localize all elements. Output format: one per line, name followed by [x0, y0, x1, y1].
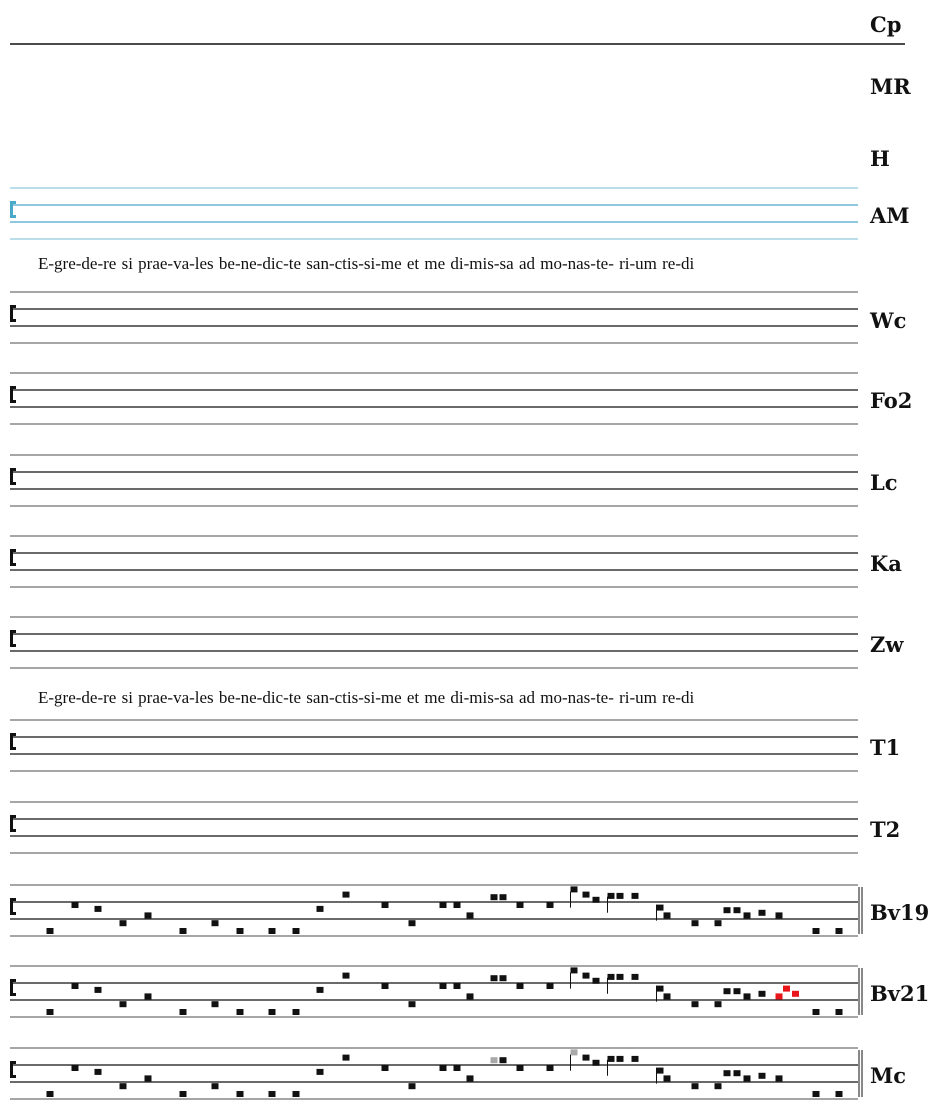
- neume-note: [409, 920, 416, 926]
- staff-t1: [10, 720, 858, 771]
- neume-note: [715, 920, 722, 926]
- neume-note: [454, 983, 461, 989]
- neume-note: [317, 1069, 324, 1075]
- neume-note: [72, 1065, 79, 1071]
- neume-note: [632, 893, 639, 899]
- neume-note: [212, 1001, 219, 1007]
- c-clef-icon: [10, 979, 16, 996]
- neume-note: [664, 1075, 671, 1081]
- neume-note: [382, 902, 389, 908]
- neume-note: [692, 1001, 699, 1007]
- neume-note: [440, 983, 447, 989]
- neume-note: [593, 1060, 600, 1066]
- c-clef-icon: [10, 549, 16, 566]
- neume-note: [744, 912, 751, 918]
- c-clef-icon: [10, 386, 16, 403]
- neume-note: [72, 902, 79, 908]
- neume-note: [547, 902, 554, 908]
- staff-mc: [10, 1048, 862, 1099]
- siglum-bv19: Bv19: [870, 900, 930, 925]
- c-clef-icon: [10, 815, 16, 832]
- neume-note: [317, 987, 324, 993]
- neume-note: [759, 991, 766, 997]
- staff-am: [10, 188, 858, 239]
- siglum-cp: Cp: [870, 12, 902, 37]
- neume-note: [657, 986, 664, 992]
- neume-note: [776, 1075, 783, 1081]
- neume-note: [72, 983, 79, 989]
- neume-note: [715, 1001, 722, 1007]
- neume-note: [517, 902, 524, 908]
- siglum-am: AM: [870, 203, 910, 228]
- neume-note: [724, 907, 731, 913]
- siglum-ka: Ka: [870, 551, 902, 576]
- neume-note: [571, 886, 578, 892]
- staff-lc: [10, 455, 858, 506]
- staff-bv21: [10, 966, 862, 1017]
- neume-note: [571, 1049, 578, 1055]
- staff-ka: [10, 536, 858, 587]
- siglum-t1: T1: [870, 735, 901, 760]
- neume-note: [343, 973, 350, 979]
- neume-note: [145, 912, 152, 918]
- c-clef-icon: [10, 733, 16, 750]
- neume-note: [813, 1091, 820, 1097]
- neume-note: [293, 928, 300, 934]
- staff-wc: [10, 292, 858, 343]
- neume-note: [120, 920, 127, 926]
- neume-note: [500, 975, 507, 981]
- neume-note: [293, 1009, 300, 1015]
- c-clef-icon: [10, 305, 16, 322]
- neume-note: [269, 1009, 276, 1015]
- neume-note: [724, 988, 731, 994]
- siglum-wc: Wc: [870, 308, 907, 333]
- neume-note: [583, 973, 590, 979]
- c-clef-icon: [10, 630, 16, 647]
- c-clef-icon: [10, 1061, 16, 1078]
- neume-note: [617, 974, 624, 980]
- neume-note: [517, 983, 524, 989]
- neume-note: [382, 983, 389, 989]
- neume-note: [776, 993, 783, 999]
- c-clef-icon: [10, 201, 16, 218]
- staff-fo2: [10, 373, 858, 424]
- siglum-mc: Mc: [870, 1063, 907, 1088]
- siglum-lc: Lc: [870, 470, 898, 495]
- neume-note: [343, 892, 350, 898]
- neume-note: [724, 1070, 731, 1076]
- neume-note: [836, 928, 843, 934]
- neume-note: [317, 906, 324, 912]
- neume-note: [47, 1009, 54, 1015]
- siglum-fo2: Fo2: [870, 388, 913, 413]
- neume-note: [440, 1065, 447, 1071]
- neume-note: [813, 928, 820, 934]
- neume-note: [571, 967, 578, 973]
- neume-note: [517, 1065, 524, 1071]
- siglum-t2: T2: [870, 817, 901, 842]
- neume-note: [212, 920, 219, 926]
- c-clef-icon: [10, 898, 16, 915]
- neume-note: [95, 987, 102, 993]
- neume-note: [657, 905, 664, 911]
- neume-note: [454, 902, 461, 908]
- siglum-mr: MR: [870, 74, 911, 99]
- neume-note: [343, 1055, 350, 1061]
- neume-note: [47, 928, 54, 934]
- neume-note: [180, 1091, 187, 1097]
- staff-bv19: [10, 885, 862, 936]
- neume-note: [734, 907, 741, 913]
- neume-note: [759, 910, 766, 916]
- c-clef-icon: [10, 468, 16, 485]
- neume-note: [293, 1091, 300, 1097]
- neume-note: [617, 893, 624, 899]
- neume-note: [593, 978, 600, 984]
- neume-note: [491, 975, 498, 981]
- neume-note: [734, 1070, 741, 1076]
- lyrics-line-2: E-gre-de-re si prae-va-les be-ne-dic-te san-ctis-si-me et me di-mis-sa ad mo-nas-te- ri-um re-di: [38, 688, 695, 707]
- neume-note: [734, 988, 741, 994]
- neume-note: [491, 1057, 498, 1063]
- neume-note: [632, 974, 639, 980]
- neume-note: [467, 993, 474, 999]
- siglum-h: H: [870, 146, 890, 171]
- neume-note: [180, 928, 187, 934]
- siglum-zw: Zw: [870, 632, 904, 657]
- neume-note: [500, 894, 507, 900]
- neume-note: [783, 986, 790, 992]
- neume-note: [47, 1091, 54, 1097]
- neume-note: [583, 1055, 590, 1061]
- neume-note: [237, 928, 244, 934]
- neume-note: [792, 991, 799, 997]
- siglum-bv21: Bv21: [870, 981, 930, 1006]
- neume-note: [608, 1056, 615, 1062]
- neume-note: [491, 894, 498, 900]
- neume-note: [95, 906, 102, 912]
- neume-note: [744, 993, 751, 999]
- neume-note: [836, 1091, 843, 1097]
- neume-note: [237, 1091, 244, 1097]
- neume-note: [664, 993, 671, 999]
- neume-note: [95, 1069, 102, 1075]
- lyrics-line-1: E-gre-de-re si prae-va-les be-ne-dic-te san-ctis-si-me et me di-mis-sa ad mo-nas-te- ri-um re-di: [38, 254, 695, 273]
- neume-note: [759, 1073, 766, 1079]
- neume-note: [632, 1056, 639, 1062]
- neume-note: [454, 1065, 461, 1071]
- neume-note: [593, 897, 600, 903]
- neume-note: [776, 912, 783, 918]
- neume-note: [180, 1009, 187, 1015]
- neume-note: [145, 1075, 152, 1081]
- neume-note: [145, 993, 152, 999]
- neume-note: [813, 1009, 820, 1015]
- neume-note: [237, 1009, 244, 1015]
- neume-note: [836, 1009, 843, 1015]
- staff-zw: [10, 617, 858, 668]
- neume-note: [120, 1083, 127, 1089]
- neume-note: [547, 983, 554, 989]
- neume-note: [692, 920, 699, 926]
- neume-note: [269, 928, 276, 934]
- neume-note: [744, 1075, 751, 1081]
- neume-note: [657, 1068, 664, 1074]
- neume-note: [608, 974, 615, 980]
- neume-note: [500, 1057, 507, 1063]
- neume-note: [467, 1075, 474, 1081]
- neume-note: [212, 1083, 219, 1089]
- neume-note: [692, 1083, 699, 1089]
- neume-note: [467, 912, 474, 918]
- neume-note: [608, 893, 615, 899]
- neume-note: [583, 892, 590, 898]
- neume-note: [269, 1091, 276, 1097]
- neume-note: [382, 1065, 389, 1071]
- neume-note: [409, 1083, 416, 1089]
- neume-note: [409, 1001, 416, 1007]
- staff-t2: [10, 802, 858, 853]
- neume-note: [120, 1001, 127, 1007]
- neume-note: [547, 1065, 554, 1071]
- neume-note: [664, 912, 671, 918]
- neume-note: [440, 902, 447, 908]
- neume-note: [617, 1056, 624, 1062]
- neume-note: [715, 1083, 722, 1089]
